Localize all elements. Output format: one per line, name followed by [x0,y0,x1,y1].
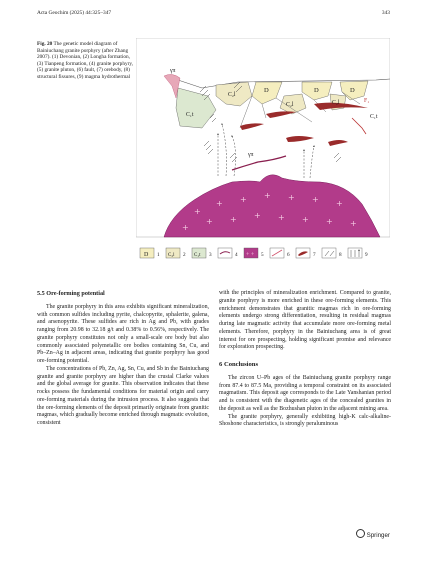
paragraph-ore-forming-2: The concentrations of Pb, Zn, Ag, Sn, Cu, and Sb in the Bainiuchang granite and granite porphyry are higher than the crustal Clarke values and the global average for granite. This observation indicates that these rocks possess the fundamental conditions for material origin and carry ore-forming materials during the intrusion process. It also suggests that the ore-forming elements of the deposit primarily originate from granitic magmas, which gradually become enriched through magmatic evolution, consistent [37,365,209,426]
paragraph-conclusions-1: The zircon U–Pb ages of the Bainiuchang granite porphyry range from 87.4 to 87.5 Ma, providing a temporal constraint on its associated magmatism. This deposit age corresponds to the Late Yanshanian period and is consistent with the diagenetic ages of the concealed granites in the deposit as well as the Bozhushan pluton in the adjacent mining area. [219,374,391,412]
svg-text:+: + [216,199,223,208]
svg-text:+: + [206,217,213,226]
genetic-model-diagram [136,38,390,270]
left-text-column [37,290,209,428]
legend-number-6: 6 [287,252,290,258]
label-gamma-pi-1: γπ [170,68,176,74]
svg-text:+: + [312,195,319,204]
label-gamma-pi-2: γπ [248,152,254,158]
legend-swatch-fissures [322,248,336,258]
legend-number-8: 8 [339,252,342,258]
right-text-column [219,290,391,429]
section-heading-conclusions: 6 Conclusions [219,361,259,368]
svg-text:+: + [302,215,309,224]
svg-text:+: + [350,219,357,228]
svg-text:+: + [264,191,271,200]
figure-caption-label: Fig. 20 [37,41,53,47]
legend-number-4: 4 [235,252,238,258]
label-c1t-1: C₁t [186,112,194,118]
paragraph-conclusions-2: The granite porphyry, generally exhibiting high-K calc-alkaline-Shoshone characteristics, is strongly peraluminous [219,413,391,428]
legend-number-7: 7 [313,252,316,258]
legend-swatch-c1t: C₁t [194,253,201,258]
legend-number-1: 1 [157,252,160,258]
label-d-1: D [264,87,269,94]
figure-legend [140,248,368,258]
running-header-journal: Acta Geochim (2025) 44:325–347 [37,10,112,16]
legend-number-9: 9 [365,252,368,258]
svg-text:+: + [336,199,343,208]
paragraph-ore-forming-1: The granite porphyry in this area exhibits significant mineralization, with common sulfides including pyrite, chalcopyrite, sphalerite, galena, and arsenopyrite. These sulfides are rich in Ag and Pb, with grades ranging from 20.98 to 32.18 g/t and 0.38% to 0.56%, respectively. The granite porphyry constitutes not only a small-scale ore body but also commonly associated polymetallic ore bodies containing Sn, Cu, and Pb–Zn–Ag in adjacent areas, indicating that granite porphyry has good ore-forming potential. [37,303,209,364]
legend-number-3: 3 [209,252,212,258]
label-c2l-1: C₂l [228,92,236,98]
springer-logo-icon [356,529,365,538]
publisher-footer [356,529,390,539]
legend-swatch-d: D [144,252,149,258]
label-d-2: D [314,87,319,94]
legend-number-5: 5 [261,252,264,258]
svg-text:+: + [278,213,285,222]
legend-number-2: 2 [183,252,186,258]
label-c2l-2: C₂l [286,102,294,108]
svg-text:+: + [240,195,247,204]
page-number: 343 [381,10,390,16]
svg-text:+: + [182,223,189,232]
svg-text:+: + [326,217,333,226]
section-heading-ore-forming: 5.5 Ore-forming potential [37,290,105,297]
label-c2l-3: C₂l [332,100,340,106]
legend-swatch-c2l: C₂l [168,253,175,258]
figure-caption-text: The genetic model diagram of Bainiuchang granite porphyry (after Zhang 2007). (1) Devonian, (2) Longha formation, (3) Tianpeng formation, (4) granite porphyry, (5) granite pluton, (6) fault, (7) orebody, (8) structural fissures, (9) magma hydrothermal [37,41,134,80]
label-d-3: D [350,87,355,94]
publisher-name: Springer [366,532,390,539]
figure-caption [37,41,133,81]
paragraph-continuation: with the principles of mineralization enrichment. Compared to granite, granite porphyry is more enriched in these ore-forming elements. This enrichment demonstrates that granitic magmas rich in ore-forming elements undergo strong differentiation, resulting in residual magmas during late magmatic activity that accumulate more ore-forming metal elements. Therefore, porphyry in the Bainiuchang area is of great interest for ore prospecting, holding significant promise and relevance for exploration prospecting. [219,290,391,351]
svg-text:+: + [254,211,261,220]
legend-pluton-symbol: + + [246,252,255,258]
svg-text:+: + [194,207,201,216]
label-c1t-2: C₁t [370,114,378,120]
svg-text:+: + [288,193,295,202]
label-f1: F₁ [364,98,370,104]
svg-text:+: + [230,215,237,224]
